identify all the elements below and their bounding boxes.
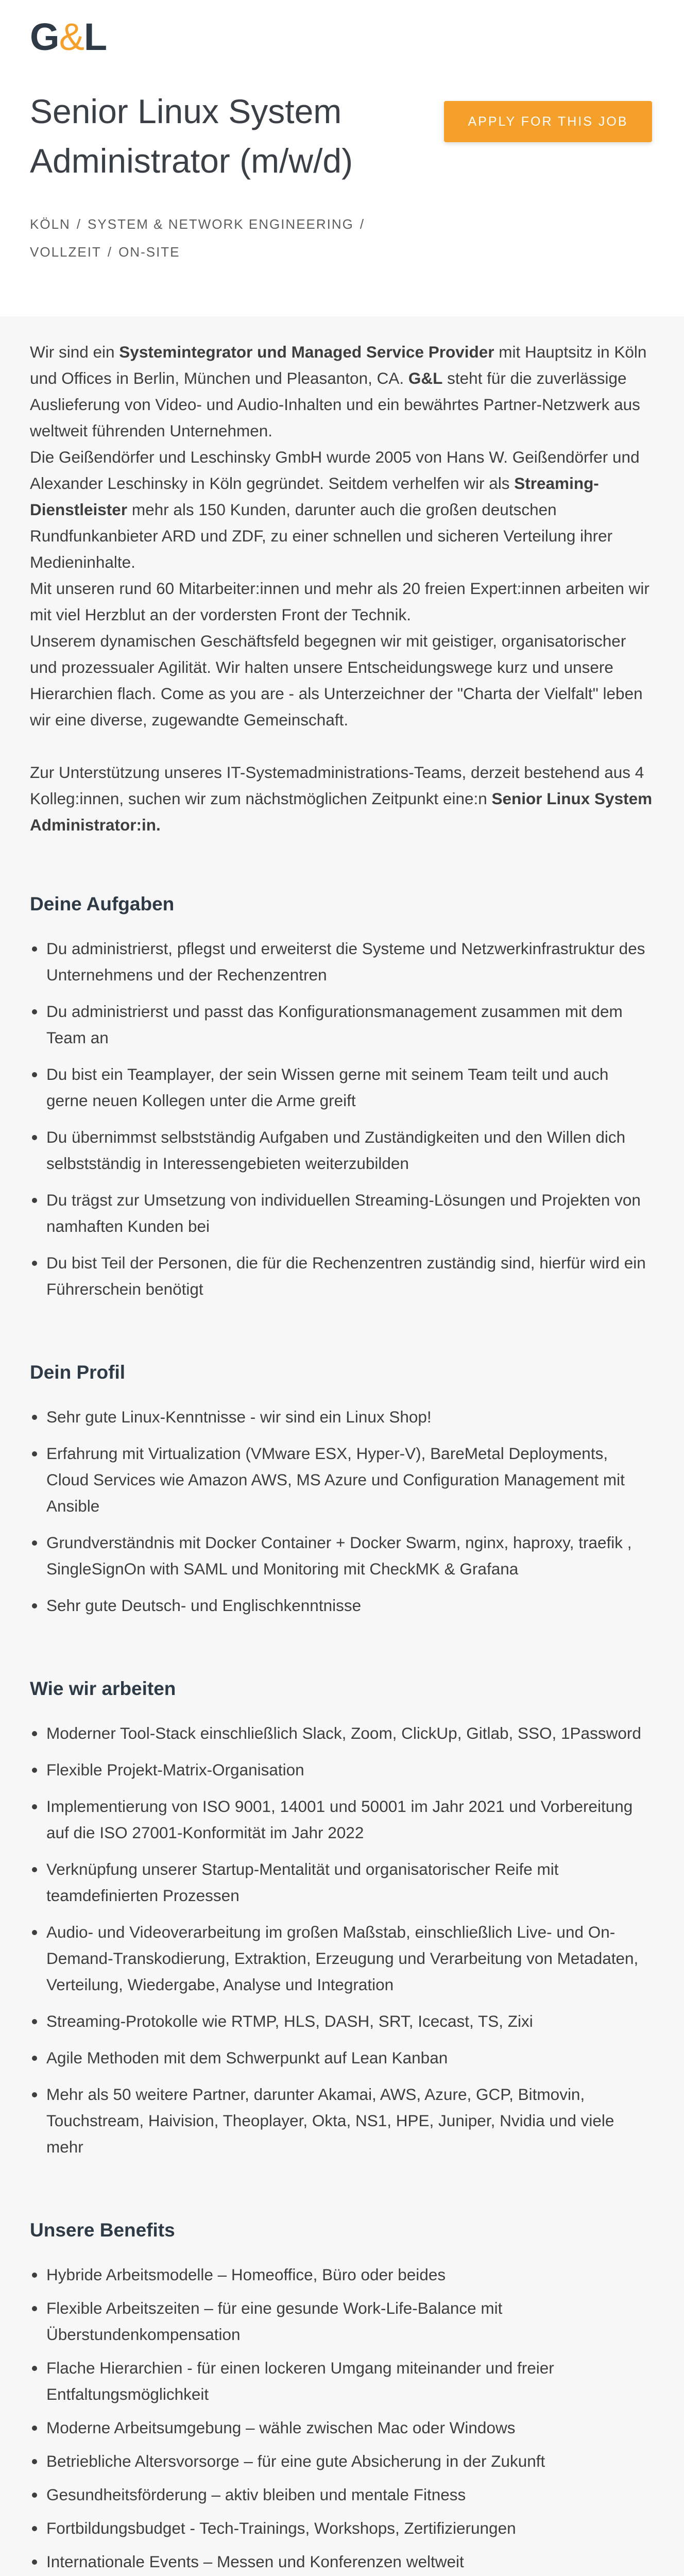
list-item: Moderner Tool-Stack einschließlich Slack, Zoom, ClickUp, Gitlab, SSO, 1Password: [30, 1720, 654, 1747]
job-title: Senior Linux System Administrator (m/w/d): [30, 92, 353, 180]
apply-button-top[interactable]: APPLY FOR THIS JOB: [444, 101, 652, 142]
logo-ampersand: &: [59, 15, 84, 58]
company-logo[interactable]: [30, 16, 107, 58]
tasks-heading: Deine Aufgaben: [30, 893, 175, 914]
profile-heading: Dein Profil: [30, 1362, 126, 1383]
job-header: [0, 0, 684, 316]
logo-letter-l: L: [83, 15, 107, 58]
list-item: Mehr als 50 weitere Partner, darunter Akamai, AWS, Azure, GCP, Bitmovin, Touchstream, Haivision, Theoplayer, Okta, NS1, HPE, Juniper, Nvidia und viele mehr: [30, 2081, 654, 2160]
list-item: Internationale Events – Messen und Konferenzen weltweit: [30, 2549, 654, 2575]
job-type: VOLLZEIT: [30, 244, 101, 260]
list-item: Du übernimmst selbstständig Aufgaben und Zuständigkeiten und den Willen dich selbstständig in Interessengebieten weiterzubilden: [30, 1124, 654, 1177]
list-item: Du trägst zur Umsetzung von individuellen Streaming-Lösungen und Projekten von namhaften Kunden bei: [30, 1187, 654, 1240]
list-item: Sehr gute Deutsch- und Englischkenntnisse: [30, 1592, 654, 1619]
profile-list: [30, 1404, 654, 1619]
work-heading: Wie wir arbeiten: [30, 1678, 176, 1699]
intro-section: [30, 339, 654, 838]
tasks-list: [30, 936, 654, 1302]
list-item: Verknüpfung unserer Startup-Mentalität und organisatorischer Reife mit teamdefinierten Prozessen: [30, 1856, 654, 1909]
list-item: Streaming-Protokolle wie RTMP, HLS, DASH, SRT, Icecast, TS, Zixi: [30, 2008, 654, 2035]
job-mode: ON-SITE: [118, 244, 180, 260]
list-item: Sehr gute Linux-Kenntnisse - wir sind ein Linux Shop!: [30, 1404, 654, 1430]
list-item: Hybride Arbeitsmodelle – Homeoffice, Büro oder beides: [30, 2262, 654, 2288]
work-list: [30, 1720, 654, 2160]
list-item: Du bist ein Teamplayer, der sein Wissen gerne mit seinem Team teilt und auch gerne neuen Kollegen unter die Arme greift: [30, 1061, 654, 1114]
intro-paragraph-1: Wir sind ein Systemintegrator und Managed Service Provider mit Hauptsitz in Köln und Offices in Berlin, München und Pleasanton, CA. G&L steht für die zuverlässige Auslieferung von Video- und Audio-Inhalten und ein bewährtes Partner-Netzwerk aus weltweit führenden Unternehmen.: [30, 343, 647, 440]
intro-paragraph-5: Zur Unterstützung unseres IT-Systemadministrations-Teams, derzeit bestehend aus 4 Kolleg:innen, suchen wir zum nächstmöglichen Zeitpunkt eine:n Senior Linux System Administrator:in.: [30, 763, 653, 834]
job-meta: KÖLN / SYSTEM & NETWORK ENGINEERING / VOLLZEIT / ON-SITE: [30, 216, 365, 260]
list-item: Erfahrung mit Virtualization (VMware ESX, Hyper-V), BareMetal Deployments, Cloud Services wie Amazon AWS, MS Azure und Configuration Management mit Ansible: [30, 1440, 654, 1519]
list-item: Flexible Arbeitszeiten – für eine gesunde Work-Life-Balance mit Überstundenkompensation: [30, 2295, 654, 2348]
list-item: Du administrierst, pflegst und erweiterst die Systeme und Netzwerkinfrastruktur des Unternehmens und der Rechenzentren: [30, 936, 654, 988]
job-location: KÖLN: [30, 216, 71, 232]
list-item: Audio- und Videoverarbeitung im großen Maßstab, einschließlich Live- und On-Demand-Transkodierung, Extraktion, Erzeugung und Verarbeitung von Metadaten, Verteilung, Wiedergabe, Analyse und Integration: [30, 1919, 654, 1998]
benefits-heading: Unsere Benefits: [30, 2219, 175, 2241]
job-department: SYSTEM & NETWORK ENGINEERING: [88, 216, 354, 232]
list-item: Du administrierst und passt das Konfigurationsmanagement zusammen mit dem Team an: [30, 998, 654, 1051]
list-item: Moderne Arbeitsumgebung – wähle zwischen Mac oder Windows: [30, 2415, 654, 2441]
job-description: [0, 316, 684, 2576]
list-item: Fortbildungsbudget - Tech-Trainings, Workshops, Zertifizierungen: [30, 2515, 654, 2541]
list-item: Implementierung von ISO 9001, 14001 und 50001 im Jahr 2021 und Vorbereitung auf die ISO 27001-Konformität im Jahr 2022: [30, 1793, 654, 1846]
intro-paragraph-2: Die Geißendörfer und Leschinsky GmbH wurde 2005 von Hans W. Geißendörfer und Alexander Leschinsky in Köln gegründet. Seitdem verhelfen wir als Streaming-Dienstleister mehr als 150 Kunden, darunter auch die großen deutschen Rundfunkanbieter ARD und ZDF, zu einer schnellen und sicheren Verteilung ihrer Medieninhalte.: [30, 448, 640, 571]
list-item: Agile Methoden mit dem Schwerpunkt auf Lean Kanban: [30, 2045, 654, 2071]
benefits-list: [30, 2262, 654, 2576]
list-item: Du bist Teil der Personen, die für die Rechenzentren zuständig sind, hierfür wird ein Führerschein benötigt: [30, 1250, 654, 1302]
list-item: Betriebliche Altersvorsorge – für eine gute Absicherung in der Zukunft: [30, 2448, 654, 2475]
intro-paragraph-4: Unserem dynamischen Geschäftsfeld begegnen wir mit geistiger, organisatorischer und prozessualer Agilität. Wir halten unsere Entscheidungswege kurz und unsere Hierarchien flach. Come as you are - als Unterzeichner der "Charta der Vielfalt" leben wir eine diverse, zugewandte Gemeinschaft.: [30, 632, 643, 729]
list-item: Gesundheitsförderung – aktiv bleiben und mentale Fitness: [30, 2482, 654, 2508]
intro-paragraph-3: Mit unseren rund 60 Mitarbeiter:innen und mehr als 20 freien Expert:innen arbeiten wir mit viel Herzblut an der vordersten Front der Technik.: [30, 579, 649, 624]
logo-letter-g: G: [30, 15, 59, 58]
list-item: Flache Hierarchien - für einen lockeren Umgang miteinander und freier Entfaltungsmöglichkeit: [30, 2355, 654, 2408]
list-item: Flexible Projekt-Matrix-Organisation: [30, 1757, 654, 1783]
list-item: Grundverständnis mit Docker Container + Docker Swarm, nginx, haproxy, traefik , SingleSignOn with SAML und Monitoring mit CheckMK & Grafana: [30, 1530, 654, 1582]
